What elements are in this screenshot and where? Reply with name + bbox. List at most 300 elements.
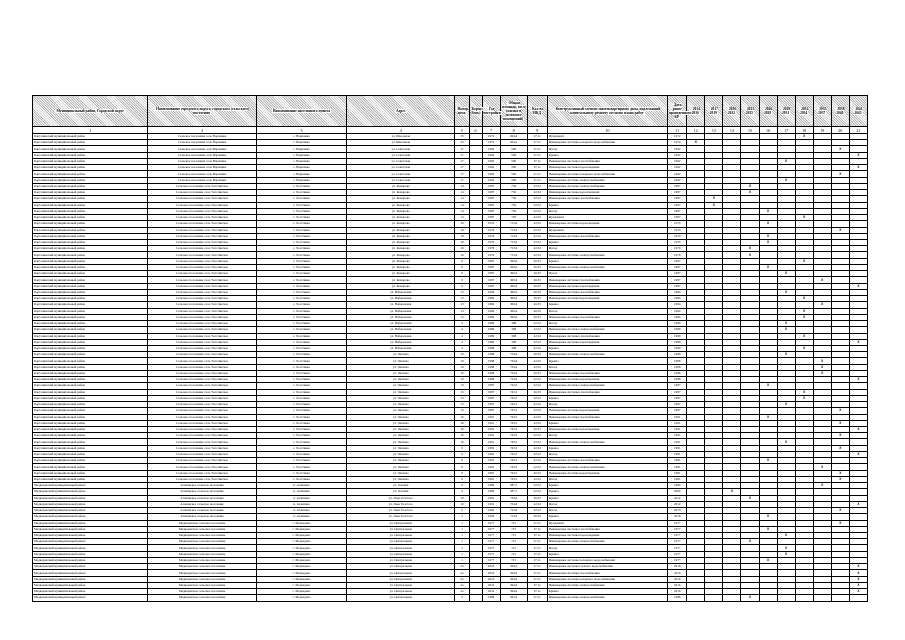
cell-period-mark: X [849,589,867,595]
cell-mkd-count: 27,11 [527,551,547,557]
cell-district: Карталинский муниципальный район [33,233,148,239]
cell-build-year: 1991 [482,439,500,445]
cell-last-repair-date: 1977 [668,545,687,551]
cell-mkd-count: 27,11 [527,140,547,146]
cell-period-mark: X [759,221,777,227]
cell-district: Медведевский муниципальный район [33,508,148,514]
column-header-label: Адрес [395,109,406,113]
cell-build-year: 1992 [482,171,500,177]
cell-structural-element: Фасад [547,402,667,408]
cell-build-year: 1984 [482,289,500,295]
cell-address: ул. Комарова [347,252,455,258]
cell-mkd-count: 22,52 [527,208,547,214]
cell-district: Карталинский муниципальный район [33,476,148,482]
cell-settlement: Медведевское сельское поселение [148,545,256,551]
cell-area: 756 [500,215,527,221]
cell-locality: с. Толстинка [256,470,346,476]
cell-period-mark: X [741,252,759,258]
cell-build-year: 1989 [482,483,500,489]
column-number: 12 [687,127,705,134]
cell-last-repair-date: 1992 [668,177,687,183]
cell-locality: с. Толстинка [256,451,346,457]
cell-house-number: 2а [455,582,469,588]
cell-settlement: Сельское поселение село Толстинское [148,239,256,245]
cell-last-repair-date: 1981 [668,464,687,470]
cell-house-number: 17 [455,152,469,158]
cell-last-repair-date: 1989 [668,345,687,351]
cell-period-mark: X [795,333,813,339]
cell-period-mark: X [813,464,831,470]
cell-locality: с. Варшавка [256,177,346,183]
cell-last-repair-date: 2013 [668,508,687,514]
cell-locality: с. Толстинка [256,345,346,351]
cell-mkd-count: 22,52 [527,414,547,420]
cell-structural-element: Крыша [547,551,667,557]
cell-build-year: 2016 [482,570,500,576]
cell-structural-element: Крыша [547,589,667,595]
cell-settlement: Сельское поселение село Толстинское [148,289,256,295]
cell-district: Карталинский муниципальный район [33,221,148,227]
cell-locality: с. Толстинка [256,321,346,327]
cell-locality: с. Толстинка [256,246,346,252]
cell-mkd-count: 26,35 [527,289,547,295]
cell-period-mark: X [831,146,849,152]
cell-locality: с. Толстинка [256,202,346,208]
cell-settlement: Сельское поселение село Толстинское [148,377,256,383]
cell-settlement: Агапинское сельское поселение [148,483,256,489]
cell-settlement: Медведевское сельское поселение [148,576,256,582]
cell-build-year: 1989 [482,321,500,327]
cell-mkd-count: 27,11 [527,533,547,539]
cell-house-number: 16 [455,439,469,445]
cell-last-repair-date: 2016 [668,570,687,576]
cell-structural-element: Крыша [547,514,667,520]
cell-area: 715 [500,545,527,551]
cell-area: 713,6 [500,233,527,239]
cell-house-number: 5 [455,514,469,520]
cell-locality: с. Толстинка [256,408,346,414]
cell-settlement: Сельское поселение село Толстинское [148,383,256,389]
cell-district: Карталинский муниципальный район [33,333,148,339]
cell-period-mark: X [849,339,867,345]
column-number: 7 [482,127,500,134]
cell-settlement: Сельское поселение село Варшавка [148,165,256,171]
cell-area: 306,6 [500,283,527,289]
cell-settlement: Сельское поселение село Толстинское [148,408,256,414]
cell-area: 713,6 [500,239,527,245]
cell-build-year: 1979 [482,246,500,252]
cell-house-number: 14 [455,190,469,196]
cell-address: ул. Советская [347,146,455,152]
cell-locality: с. Толстинка [256,420,346,426]
cell-structural-element: Инженерные системы холодного водоснабжения [547,171,667,177]
cell-address: ул. Советская [347,158,455,164]
cell-mkd-count: 22,52 [527,483,547,489]
cell-district: Карталинский муниципальный район [33,433,148,439]
cell-period-mark: X [777,545,795,551]
cell-structural-element: Инженерные системы газоснабжения [547,458,667,464]
cell-structural-element: Крыша [547,258,667,264]
cell-area: 500 [500,158,527,164]
cell-district: Карталинский муниципальный район [33,427,148,433]
cell-area: 743,5 [500,402,527,408]
cell-district: Карталинский муниципальный район [33,177,148,183]
cell-address: ул. Зеленая [347,489,455,495]
cell-build-year: 1990 [482,508,500,514]
cell-build-year: 1981 [482,464,500,470]
cell-last-repair-date: 1989 [668,483,687,489]
cell-house-number: 1 [455,539,469,545]
cell-period-mark: X [813,302,831,308]
cell-build-year: 2016 [482,576,500,582]
cell-mkd-count: 22,52 [527,383,547,389]
cell-structural-element: Крыша [547,489,667,495]
cell-last-repair-date: 2012 [668,501,687,507]
cell-build-year: 1992 [482,177,500,183]
cell-district: Карталинский муниципальный район [33,134,148,140]
cell-build-year: 1991 [482,427,500,433]
cell-mkd-count: 22,52 [527,445,547,451]
cell-structural-element: Инженерные системы электроснабжения [547,252,667,258]
cell-house-number: 16 [455,420,469,426]
cell-address: ул. Комарова [347,196,455,202]
cell-settlement: Сельское поселение село Толстинское [148,333,256,339]
cell-area: 715 [500,526,527,532]
cell-period-mark [795,595,813,601]
cell-period-mark: X [777,439,795,445]
cell-settlement: Сельское поселение село Толстинское [148,470,256,476]
cell-locality: с. Толстинка [256,458,346,464]
cell-district: Карталинский муниципальный район [33,439,148,445]
cell-build-year: 1981 [482,451,500,457]
cell-settlement: Сельское поселение село Толстинское [148,433,256,439]
cell-address: ул. Комарова [347,202,455,208]
cell-structural-element: Крыша [547,395,667,401]
cell-period-mark: X [759,514,777,520]
cell-area: 306,6 [500,314,527,320]
cell-build-year: 1989 [482,339,500,345]
cell-locality: с. Толстинка [256,364,346,370]
cell-address: ул. Чапаева [347,420,455,426]
cell-settlement: Сельское поселение село Варшавка [148,140,256,146]
cell-period-mark: X [813,364,831,370]
cell-last-repair-date: 1977 [668,557,687,563]
cell-address: ул. Школьная [347,134,455,140]
column-number: 4 [347,127,455,134]
cell-district: Карталинский муниципальный район [33,283,148,289]
cell-mkd-count: 26,35 [527,308,547,314]
column-header-8 [500,96,527,127]
cell-house-number: 2а [455,564,469,570]
cell-last-repair-date: 1987 [668,283,687,289]
cell-settlement: Сельское поселение село Толстинское [148,476,256,482]
cell-last-repair-date: 1992 [668,146,687,152]
cell-last-repair-date: 1987 [668,277,687,283]
cell-house-number: 9 [455,451,469,457]
cell-address: ул. Чапаева [347,352,455,358]
cell-locality: с. Толстинка [256,271,346,277]
cell-address: ул. Комарова [347,271,455,277]
cell-settlement: Сельское поселение село Толстинское [148,427,256,433]
column-header-17 [777,96,795,127]
cell-mkd-count: 22,52 [527,358,547,364]
cell-locality: с. Толстинка [256,377,346,383]
cell-district: Медведевский муниципальный район [33,495,148,501]
cell-area: 364,6 [500,564,527,570]
cell-period-mark: X [831,408,849,414]
cell-house-number: 14 [455,215,469,221]
cell-last-repair-date: 2018 [668,514,687,520]
cell-district: Карталинский муниципальный район [33,208,148,214]
cell-settlement: Сельское поселение село Толстинское [148,258,256,264]
cell-house-number: 9 [455,464,469,470]
cell-address: ул. Чапаева [347,470,455,476]
cell-period-mark: X [849,576,867,582]
cell-structural-element: Инженерные системы электроснабжения [547,439,667,445]
cell-house-number: 9 [455,458,469,464]
cell-locality: с. Толстинка [256,395,346,401]
column-header-label: 2023 2025 [745,107,755,115]
cell-locality: п. Агапинка [256,483,346,489]
cell-last-repair-date: 1998 [668,370,687,376]
cell-last-repair-date: 1991 [668,420,687,426]
cell-settlement: Сельское поселение село Толстинское [148,464,256,470]
cell-settlement: Сельское поселение село Толстинское [148,277,256,283]
cell-locality: п. Агапинка [256,501,346,507]
cell-settlement: Сельское поселение село Толстинское [148,283,256,289]
cell-mkd-count: 27,11 [527,146,547,152]
cell-last-repair-date: 1991 [668,439,687,445]
column-header-14 [723,96,741,127]
cell-district: Карталинский муниципальный район [33,190,148,196]
cell-district: Карталинский муниципальный район [33,458,148,464]
cell-district: Карталинский муниципальный район [33,140,148,146]
cell-build-year: 1988 [482,595,500,601]
cell-district: Карталинский муниципальный район [33,196,148,202]
cell-build-year: 1984 [482,314,500,320]
cell-locality: с. Варшавка [256,152,346,158]
cell-area: 398 [500,327,527,333]
cell-area: 364,6 [500,576,527,582]
cell-period-mark: X [849,152,867,158]
column-header-label: 2038 2040 [836,107,845,115]
cell-settlement: Медведевское сельское поселение [148,595,256,601]
cell-settlement: Агапинское сельское поселение [148,514,256,520]
cell-build-year: 1990 [482,514,500,520]
cell-build-year: 1979 [482,233,500,239]
cell-mkd-count: 22,52 [527,508,547,514]
cell-locality: с. Медведево [256,589,346,595]
cell-period-mark: X [741,183,759,189]
cell-house-number: 10 [455,358,469,364]
cell-area: 743,5 [500,470,527,476]
cell-area: 306,6 [500,308,527,314]
cell-district: Медведевский муниципальный район [33,545,148,551]
cell-address: ул. Льва Толстого [347,495,455,501]
cell-settlement: Медведевское сельское поселение [148,526,256,532]
cell-last-repair-date: 1987 [668,395,687,401]
cell-address: ул. Комарова [347,246,455,252]
cell-settlement: Сельское поселение село Толстинское [148,227,256,233]
cell-period-mark: X [759,233,777,239]
cell-district: Карталинский муниципальный район [33,464,148,470]
cell-build-year: 1987 [482,383,500,389]
cell-area: 398 [500,333,527,339]
cell-period-mark: X [831,520,849,526]
cell-address: ул. Чапаева [347,389,455,395]
cell-settlement: Сельское поселение село Толстинское [148,252,256,258]
cell-area: 756 [500,208,527,214]
cell-period-mark: X [813,370,831,376]
cell-period-mark: X [849,377,867,383]
cell-area: 734,6 [500,364,527,370]
cell-structural-element: Инженерные системы газоснабжения [547,370,667,376]
cell-period-mark [831,595,849,601]
cell-period-mark: X [777,271,795,277]
cell-house-number: 1 [455,520,469,526]
cell-build-year: 1979 [482,227,500,233]
cell-district: Карталинский муниципальный район [33,146,148,152]
cell-district: Карталинский муниципальный район [33,420,148,426]
cell-structural-element: Инженерные системы водоотведения [547,221,667,227]
cell-settlement: Сельское поселение село Толстинское [148,327,256,333]
cell-address: ул. Чапаева [347,433,455,439]
column-header-label: Номер дома [457,107,469,115]
cell-period-mark: X [795,395,813,401]
cell-locality: с. Толстинка [256,190,346,196]
column-header-label: 2014 2016 [691,107,700,115]
cell-area: 713,6 [500,508,527,514]
column-header-16 [759,96,777,127]
cell-mkd-count: 26,35 [527,370,547,376]
cell-structural-element: Инженерные системы электроснабжения [547,327,667,333]
cell-settlement: Сельское поселение село Толстинское [148,202,256,208]
cell-period-mark: X [849,427,867,433]
cell-locality: с. Толстинка [256,445,346,451]
cell-period-mark [813,595,831,601]
cell-settlement: Сельское поселение село Толстинское [148,302,256,308]
cell-house-number: 4 [455,333,469,339]
cell-period-mark: X [777,321,795,327]
cell-house-number: 1 [455,545,469,551]
column-header-label: 2020 2022 [727,107,736,115]
cell-last-repair-date: 1998 [668,358,687,364]
cell-mkd-count: 26,35 [527,264,547,270]
cell-structural-element: Инженерные системы газоснабжения [547,289,667,295]
cell-settlement: Сельское поселение село Варшавка [148,146,256,152]
cell-period-mark: X [777,533,795,539]
cell-locality: с. Толстинка [256,221,346,227]
cell-house-number: 9 [455,283,469,289]
cell-period-mark: X [777,352,795,358]
cell-district: Медведевский муниципальный район [33,520,148,526]
cell-mkd-count: 26,35 [527,314,547,320]
cell-locality: с. Медведево [256,570,346,576]
cell-address: ул. Центральная [347,557,455,563]
cell-mkd-count: 22,52 [527,395,547,401]
cell-locality: с. Толстинка [256,464,346,470]
cell-build-year: 1989 [482,327,500,333]
cell-build-year: 1979 [482,239,500,245]
cell-structural-element: Фасад [547,501,667,507]
cell-period-mark: X [795,345,813,351]
cell-district: Карталинский муниципальный район [33,158,148,164]
cell-address: ул. Советская [347,171,455,177]
cell-period-mark: X [849,564,867,570]
cell-settlement: Сельское поселение село Толстинское [148,308,256,314]
cell-structural-element: Инженерные системы холодного водоснабжения [547,557,667,563]
cell-house-number: 19 [455,252,469,258]
cell-period-mark: X [795,389,813,395]
cell-locality: п. Агапинка [256,514,346,520]
cell-settlement: Сельское поселение село Толстинское [148,352,256,358]
cell-address: ул. Центральная [347,582,455,588]
cell-mkd-count: 22,52 [527,221,547,227]
cell-address: ул. Комарова [347,221,455,227]
cell-address: ул. Набережная [347,308,455,314]
cell-house-number: 10 [455,370,469,376]
cell-period-mark [723,595,741,601]
cell-house-number: 13 [455,389,469,395]
cell-settlement: Сельское поселение село Толстинское [148,314,256,320]
cell-build-year: 1991 [482,433,500,439]
cell-period-mark: X [777,551,795,557]
cell-build-year: 1981 [482,458,500,464]
cell-last-repair-date: 2016 [668,564,687,570]
cell-district: Медведевский муниципальный район [33,582,148,588]
cell-last-repair-date: 1981 [668,476,687,482]
cell-last-repair-date: 1991 [668,427,687,433]
cell-district: Карталинский муниципальный район [33,345,148,351]
cell-build-year: 1977 [482,520,500,526]
cell-house-number: 19 [455,246,469,252]
cell-settlement: Сельское поселение село Толстинское [148,345,256,351]
cell-structural-element: Крыша [547,202,667,208]
cell-period-mark: X [705,202,723,208]
cell-district: Карталинский муниципальный район [33,321,148,327]
cell-district: Карталинский муниципальный район [33,239,148,245]
column-header-20 [831,96,849,127]
cell-structural-element: Крыша [547,420,667,426]
cell-build-year: 1979 [482,252,500,258]
cell-build-year: 1998 [482,352,500,358]
cell-area: 743,5 [500,408,527,414]
cell-settlement: Агапинское сельское поселение [148,489,256,495]
cell-district: Карталинский муниципальный район [33,339,148,345]
cell-mkd-count: 22,52 [527,489,547,495]
cell-house-number: 2а [455,570,469,576]
cell-area: 364,6 [500,589,527,595]
cell-locality: с. Варшавка [256,146,346,152]
cell-address: ул. Центральная [347,564,455,570]
cell-house-number: 2а [455,576,469,582]
cell-address: ул. Набережная [347,333,455,339]
cell-address: ул. Комарова [347,227,455,233]
cell-last-repair-date: 1987 [668,389,687,395]
cell-settlement: Медведевское сельское поселение [148,533,256,539]
cell-house-number: 1 [455,551,469,557]
cell-build-year: 1981 [482,470,500,476]
cell-last-repair-date: 1979 [668,227,687,233]
cell-area: 287,7 [500,489,527,495]
cell-house-number: 33 [455,134,469,140]
cell-settlement: Сельское поселение село Толстинское [148,215,256,221]
cell-mkd-count: 22,52 [527,339,547,345]
cell-build-year: 1987 [482,215,500,221]
cell-area: 743,5 [500,464,527,470]
cell-district: Медведевский муниципальный район [33,533,148,539]
cell-address: ул. Комарова [347,283,455,289]
